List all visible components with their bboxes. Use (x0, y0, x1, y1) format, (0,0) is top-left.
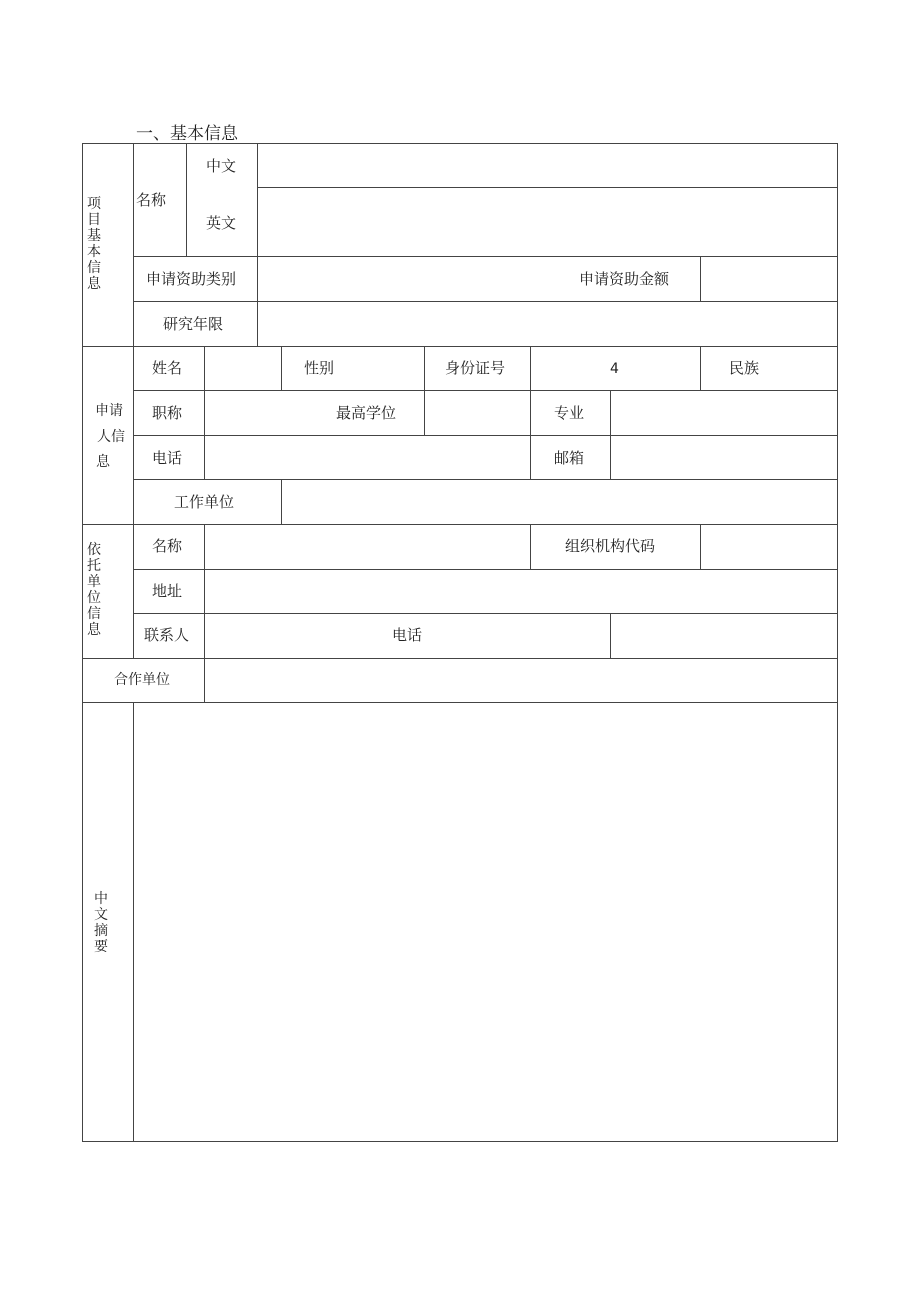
host-unit-phone-label: 电话 (392, 626, 423, 644)
address-field[interactable] (205, 570, 837, 613)
ethnicity-label: 民族 (729, 359, 760, 377)
col-divider (281, 346, 282, 390)
highest-degree-label: 最高学位 (336, 404, 397, 422)
applicant-group-label-line3: 息 (96, 454, 110, 470)
major-field[interactable] (611, 391, 837, 435)
address-label: 地址 (152, 582, 183, 600)
project-english-label: 英文 (206, 214, 237, 232)
abstract-label: 中文摘要 (94, 891, 108, 955)
applicant-group-label-line2: 人信 (97, 429, 125, 445)
duration-field[interactable] (258, 302, 837, 346)
applicant-phone-label: 电话 (152, 449, 183, 467)
host-unit-phone-field[interactable] (611, 614, 837, 658)
applicant-name-field[interactable] (205, 347, 281, 390)
col-divider (530, 524, 531, 569)
abstract-textarea[interactable] (134, 703, 837, 1141)
contact-person-label: 联系人 (144, 626, 190, 644)
project-name-label: 名称 (136, 191, 167, 209)
host-unit-name-field[interactable] (205, 525, 530, 569)
org-code-label: 组织机构代码 (565, 537, 656, 555)
basic-info-form (82, 143, 838, 1142)
duration-label: 研究年限 (163, 315, 224, 333)
host-unit-group-label: 依托单位信息 (87, 542, 101, 638)
job-title-label: 职称 (152, 404, 183, 422)
col-divider (186, 144, 187, 256)
funding-amount-field[interactable] (701, 257, 837, 301)
email-label: 邮箱 (554, 449, 585, 467)
project-english-name-field[interactable] (258, 188, 837, 256)
gender-label: 性别 (304, 359, 335, 377)
project-chinese-name-field[interactable] (258, 145, 837, 187)
col-divider (133, 144, 134, 658)
row-divider (83, 346, 838, 347)
project-group-label: 项目基本信息 (87, 196, 101, 292)
applicant-name-label: 姓名 (152, 359, 183, 377)
id-number-label: 身份证号 (445, 359, 506, 377)
workplace-label: 工作单位 (174, 493, 235, 511)
col-divider (530, 346, 531, 479)
section-title: 一、基本信息 (136, 124, 238, 144)
applicant-phone-field[interactable] (205, 436, 530, 479)
partner-label: 合作单位 (114, 672, 170, 688)
id-number-value: 4 (610, 361, 619, 377)
applicant-group-label-line1: 申请 (95, 403, 123, 419)
workplace-field[interactable] (282, 480, 837, 524)
funding-amount-label: 申请资助金额 (579, 270, 670, 288)
host-unit-name-label: 名称 (152, 537, 183, 555)
email-field[interactable] (611, 436, 837, 479)
highest-degree-field[interactable] (425, 391, 530, 435)
project-chinese-label: 中文 (206, 157, 237, 175)
col-divider (700, 346, 701, 390)
funding-type-label: 申请资助类别 (146, 270, 237, 288)
org-code-field[interactable] (701, 525, 837, 569)
partner-field[interactable] (205, 659, 837, 702)
major-label: 专业 (554, 404, 585, 422)
